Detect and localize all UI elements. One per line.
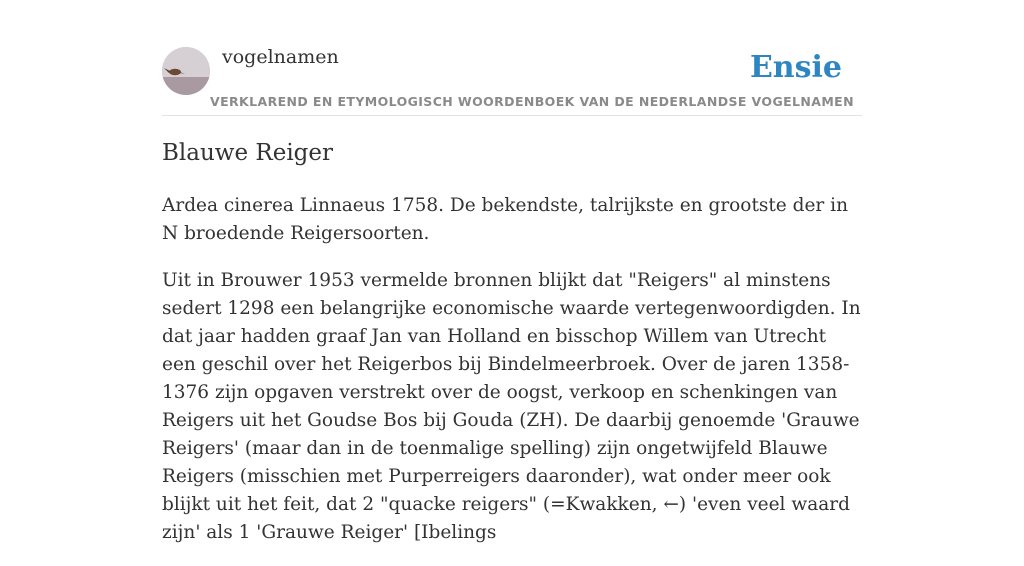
article-title: Blauwe Reiger	[162, 140, 334, 166]
bird-avatar-image	[162, 47, 210, 95]
site-avatar[interactable]	[162, 47, 210, 95]
site-name-link[interactable]: vogelnamen	[222, 46, 339, 68]
article-body	[162, 192, 862, 566]
header-divider	[162, 115, 862, 116]
site-header	[162, 46, 862, 116]
article-paragraph: Ardea cinerea Linnaeus 1758. De bekendste, talrijkste en grootste der in N broedende Reigersoorten.	[162, 195, 848, 244]
ensie-logo[interactable]: Ensie	[749, 50, 842, 85]
site-subtitle: VERKLAREND EN ETYMOLOGISCH WOORDENBOEK VAN DE NEDERLANDSE VOGELNAMEN	[210, 94, 854, 109]
article-paragraph: Uit in Brouwer 1953 vermelde bronnen blijkt dat "Reigers" al minstens sedert 1298 een belangrijke economische waarde vertegenwoordigden. In dat jaar hadden graaf Jan van Holland en bisschop Willem van Utrecht een geschil over het Reigerbos bij Bindelmeerbroek. Over de jaren 1358-1376 zijn opgaven verstrekt over de oogst, verkoop en schenkingen van Reigers uit het Goudse Bos bij Gouda (ZH). De daarbij genoemde 'Grauwe Reigers' (maar dan in de toenmalige spelling) zijn ongetwijfeld Blauwe Reigers (misschien met Purperreigers daaronder), wat onder meer ook blijkt uit het feit, dat 2 "quacke reigers" (=Kwakken, ←) 'even veel waard zijn' als 1 'Grauwe Reiger' [Ibelings	[162, 270, 861, 543]
